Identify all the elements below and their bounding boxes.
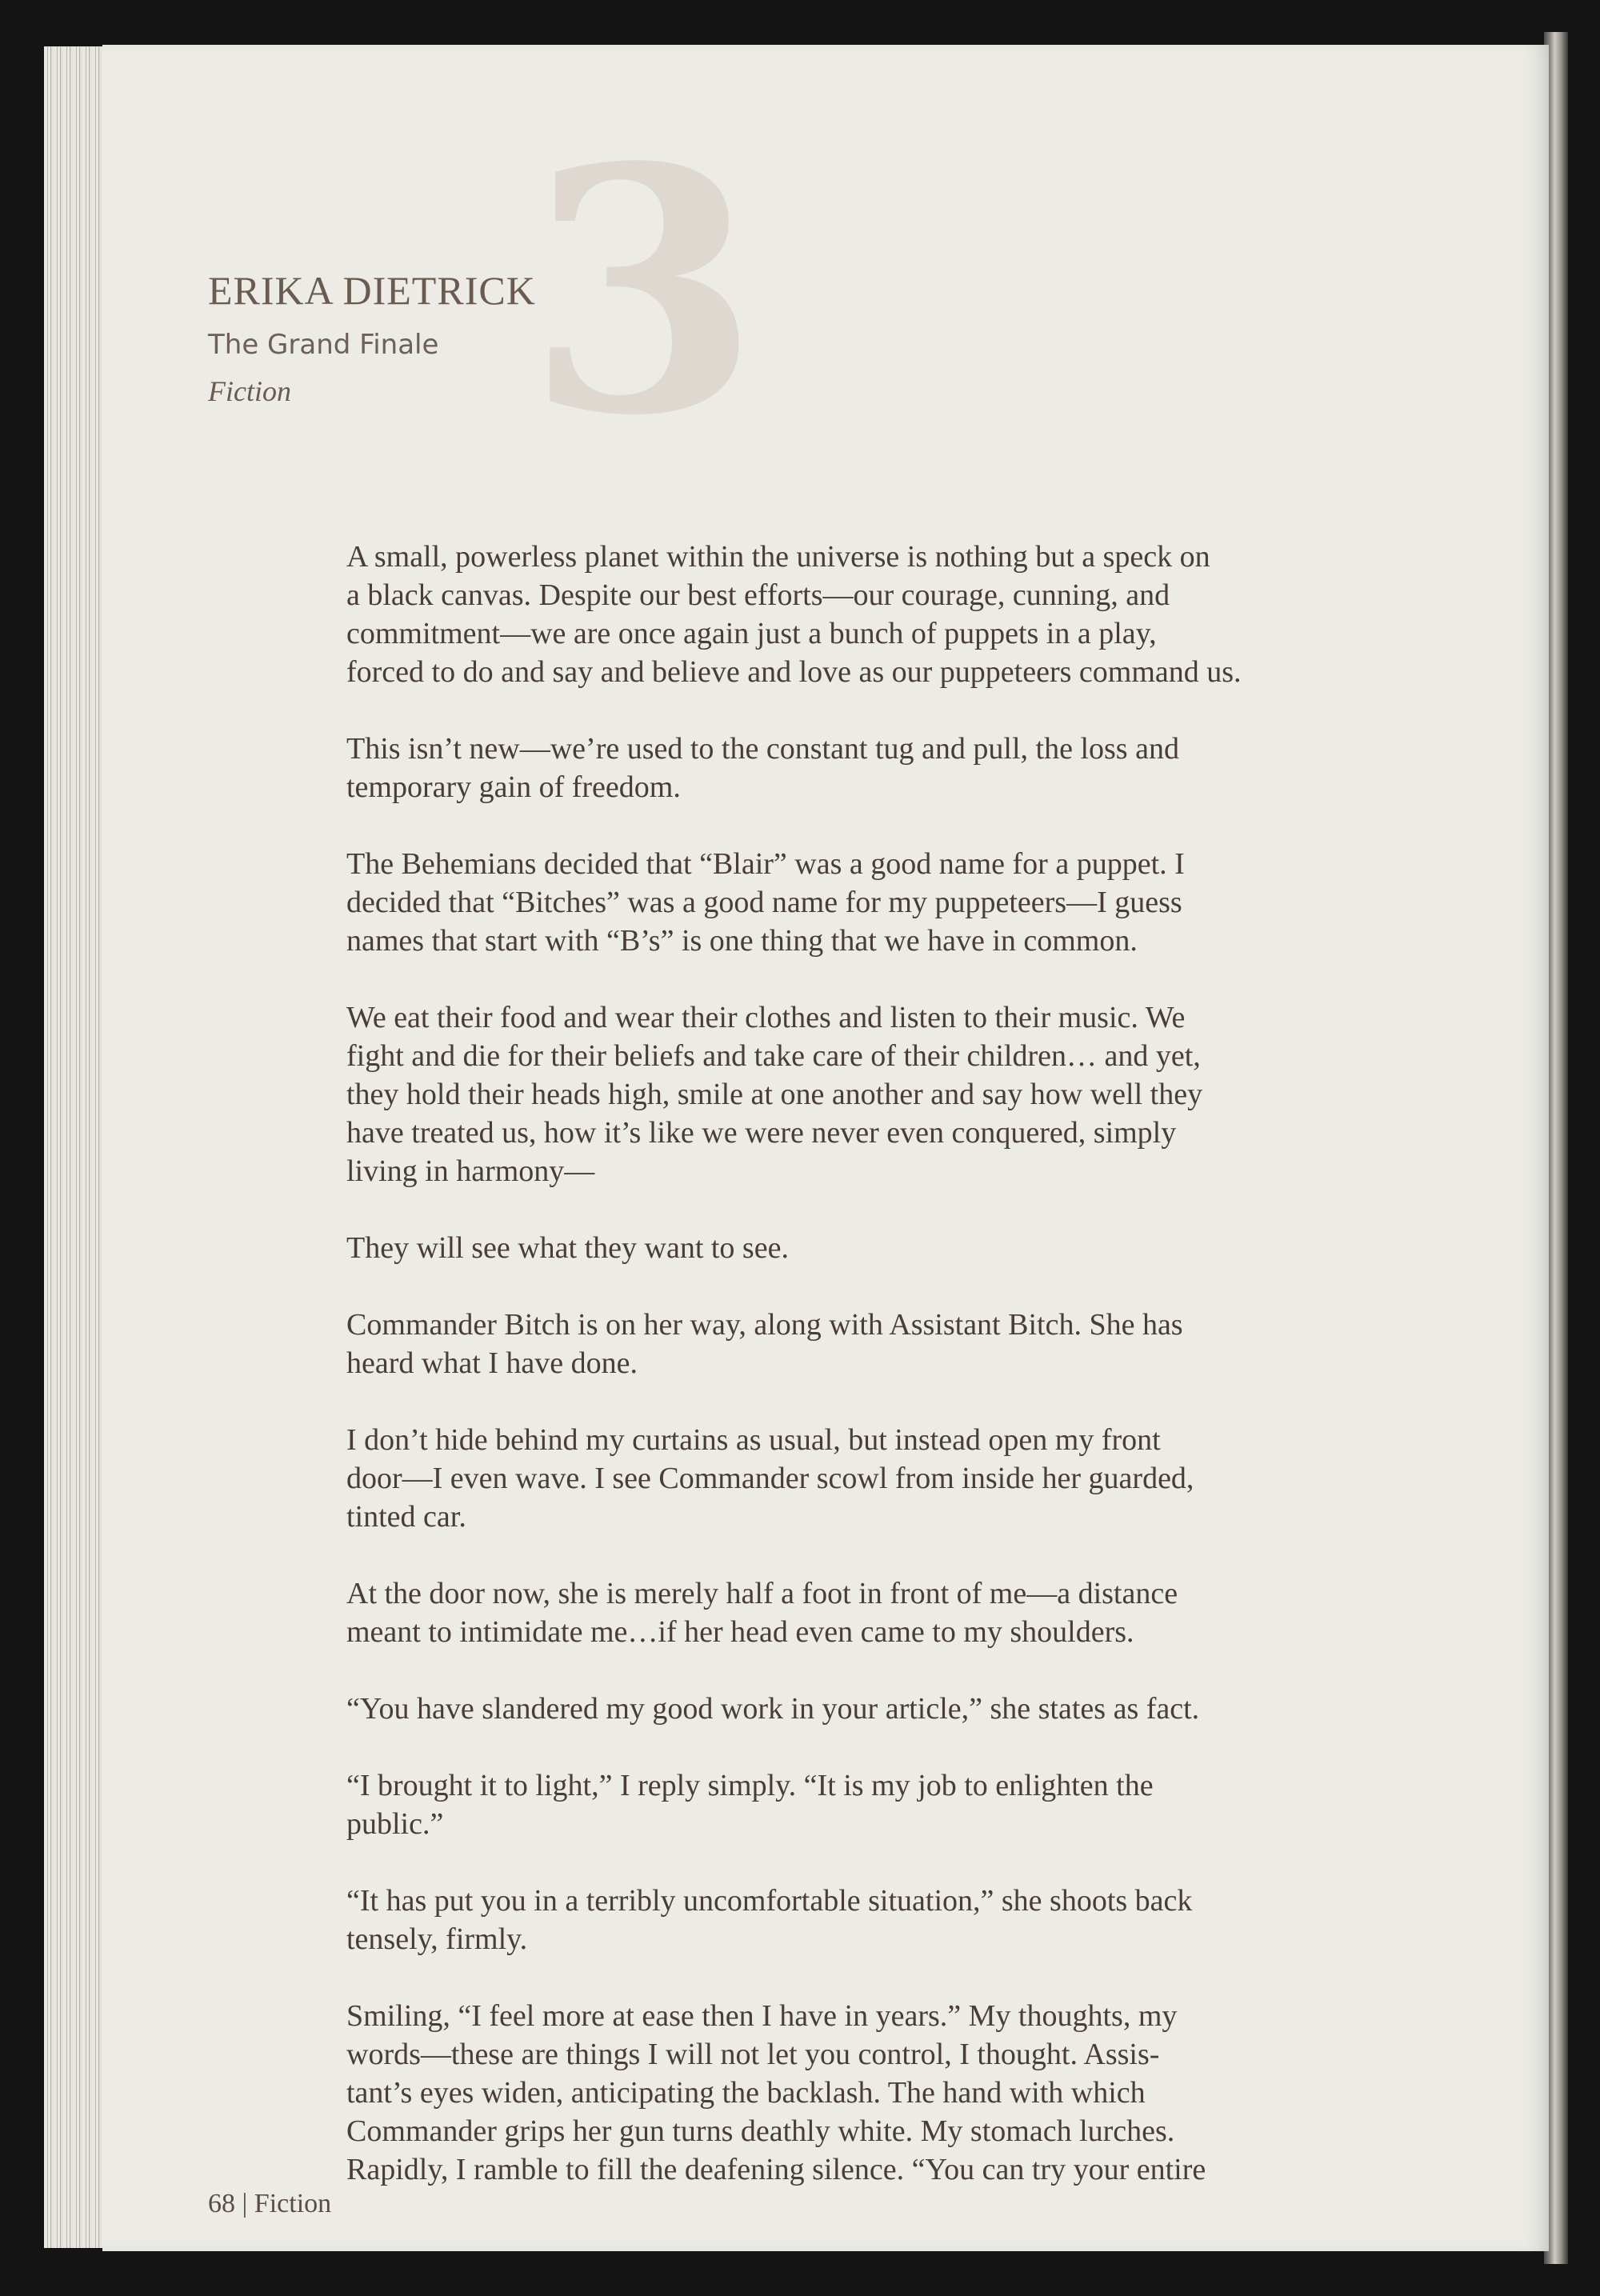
book-page [102, 45, 1549, 2251]
paragraph: “You have slandered my good work in your article,” she states as fact. [346, 1692, 1200, 1726]
paragraph: They will see what they want to see. [346, 1231, 789, 1265]
paragraph: The Behemians decided that “Blair” was a good name for a puppet. I decided that “Bitches” was a good name for my puppeteers—I guess names that start with “B’s” is one thing that we have in common. [346, 847, 1185, 958]
genre-label: Fiction [208, 375, 291, 407]
paragraph: Smiling, “I feel more at ease then I have in years.” My thoughts, my words—these are things I will not let you control, I thought. Assis- tant’s eyes widen, anticipating the backlash. The hand with which Commander grips her gun turns deathly white. My stomach lurches. Rapidly, I ramble to fill the deafening silence. “You can try your entire [346, 1999, 1206, 2186]
paragraph: I don’t hide behind my curtains as usual, but instead open my front door—I even wave. I see Commander scowl from inside her guarded, tinted car. [346, 1423, 1194, 1534]
page-edges [44, 46, 104, 2248]
paragraph: “It has put you in a terribly uncomfortable situation,” she shoots back tensely, firmly. [346, 1884, 1193, 1956]
page-footer: 68 | Fiction [208, 2189, 332, 2218]
paragraph: A small, powerless planet within the universe is nothing but a speck on a black canvas. Despite our best efforts—our courage, cunning, and commitment—we are once again just a bunch of puppets in a play, forced to do and say and believe and love as our puppeteers command us. [346, 540, 1242, 689]
story-title: The Grand Finale [208, 329, 439, 361]
author-name: ERIKA DIETRICK [208, 268, 536, 313]
paragraph: Commander Bitch is on her way, along with Assistant Bitch. She has heard what I have done. [346, 1308, 1183, 1380]
paragraph: This isn’t new—we’re used to the constant tug and pull, the loss and temporary gain of freedom. [346, 732, 1179, 804]
paragraph: We eat their food and wear their clothes and listen to their music. We fight and die for their beliefs and take care of their children… and yet, they hold their heads high, smile at one another and say how well they have treated us, how it’s like we were never even conquered, simply living in harmony— [346, 1001, 1203, 1188]
story-body [346, 538, 1482, 2227]
paragraph: “I brought it to light,” I reply simply. “It is my job to enlighten the public.” [346, 1769, 1154, 1841]
chapter-number: 3 [526, 95, 761, 490]
paragraph: At the door now, she is merely half a foot in front of me—a distance meant to intimidate me…if her head even came to my shoulders. [346, 1577, 1178, 1649]
